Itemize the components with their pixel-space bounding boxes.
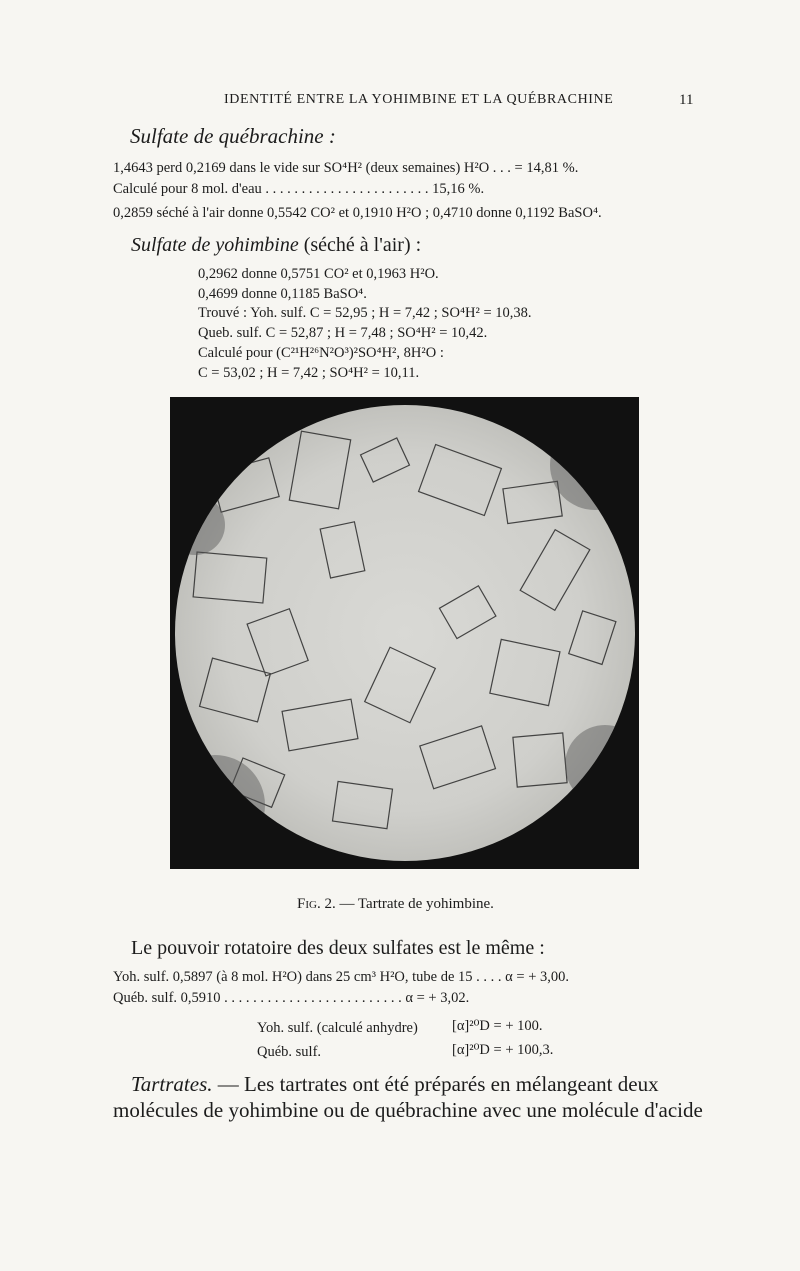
analysis-line: Calculé pour (C²¹H²⁶N²O³)²SO⁴H², 8H²O :: [198, 345, 444, 361]
title-italic: Sulfate de yohimbine: [131, 234, 299, 256]
rotation-line: Yoh. sulf. 0,5897 (à 8 mol. H²O) dans 25 cm³ H²O, tube de 15 . . . . α = + 3,00.: [113, 969, 569, 985]
figure-caption: [297, 896, 494, 913]
micrograph-figure: [170, 397, 639, 869]
caption-prefix: Fig. 2.: [297, 896, 336, 912]
caption-text: — Tartrate de yohimbine.: [335, 896, 494, 912]
tartrates-paragraph-line: molécules de yohimbine ou de québrachine avec une molécule d'acide: [113, 1098, 703, 1122]
analysis-line: 0,4699 donne 0,1185 BaSO⁴.: [198, 286, 367, 302]
title-rest: (séché à l'air) :: [298, 234, 422, 256]
text-line: 1,4643 perd 0,2169 dans le vide sur SO⁴H² (deux semaines) H²O . . . = 14,81 %.: [113, 160, 579, 176]
tartrates-text: — Les tartrates ont été préparés en mélangeant deux: [212, 1072, 659, 1096]
specific-rotation-value: [α]²⁰D = + 100.: [452, 1018, 543, 1034]
analysis-line: C = 53,02 ; H = 7,42 ; SO⁴H² = 10,11.: [198, 365, 420, 381]
microscope-field: [175, 405, 635, 861]
specific-rotation-value: [α]²⁰D = + 100,3.: [452, 1042, 554, 1058]
text-line: 0,2859 séché à l'air donne 0,5542 CO² et 0,1910 H²O ; 0,4710 donne 0,1192 BaSO⁴.: [113, 205, 602, 221]
analysis-line: 0,2962 donne 0,5751 CO² et 0,1963 H²O.: [198, 266, 439, 282]
specific-rotation-label: Yoh. sulf. (calculé anhydre): [257, 1020, 418, 1036]
text-line: Calculé pour 8 mol. d'eau . . . . . . . . . . . . . . . . . . . . . . . 15,16 %.: [113, 181, 485, 197]
tartrates-paragraph-line: [131, 1072, 659, 1097]
rotation-line: Québ. sulf. 0,5910 . . . . . . . . . . . . . . . . . . . . . . . . . α = + 3,02.: [113, 990, 470, 1006]
tartrates-title: Tartrates.: [131, 1072, 213, 1096]
analysis-line: Queb. sulf. C = 52,87 ; H = 7,48 ; SO⁴H² = 10,42.: [198, 325, 488, 341]
running-header: IDENTITÉ ENTRE LA YOHIMBINE ET LA QUÉBRACHINE: [224, 92, 614, 107]
section-title-quebrachine-sulfate: Sulfate de québrachine :: [130, 124, 336, 148]
specific-rotation-label: Québ. sulf.: [257, 1044, 322, 1060]
analysis-line: Trouvé : Yoh. sulf. C = 52,95 ; H = 7,42 ; SO⁴H² = 10,38.: [198, 305, 532, 321]
section-title-yohimbine-sulfate: [131, 234, 421, 257]
crystal-drawing: [175, 405, 635, 861]
page-number: 11: [679, 92, 694, 108]
rotatory-power-intro: Le pouvoir rotatoire des deux sulfates est le même :: [131, 937, 545, 959]
